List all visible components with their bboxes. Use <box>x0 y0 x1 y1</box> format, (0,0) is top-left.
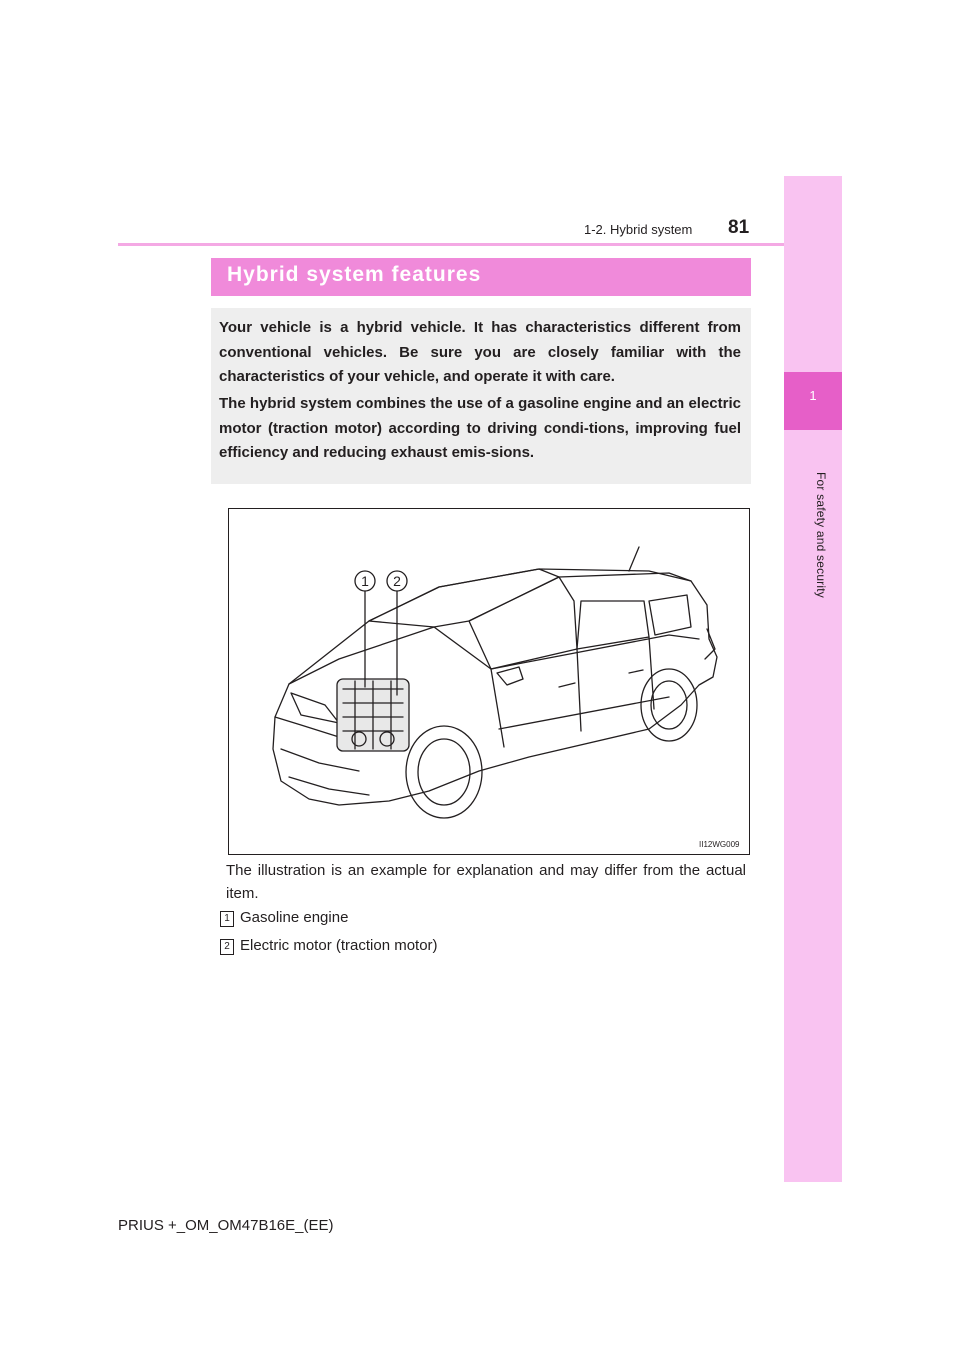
car-drawing <box>229 509 749 854</box>
legend-item <box>220 937 438 957</box>
callout-2: 2 <box>393 573 401 589</box>
chapter-title: For safety and security <box>814 472 828 598</box>
intro-paragraph-2: The hybrid system combines the use of a gasoline engine and an electric motor (traction motor) according to driving condi-tions, improving fuel efficiency and reducing exhaust emis-sions. <box>219 395 741 461</box>
chapter-side-tab <box>784 176 842 1182</box>
figure-code: II12WG009 <box>699 840 740 849</box>
intro-box <box>211 308 751 484</box>
legend-item <box>220 909 348 929</box>
legend-label: Gasoline engine <box>240 909 349 926</box>
section-heading: 1-2. Hybrid system <box>584 222 693 237</box>
legend-number: 2 <box>220 939 234 955</box>
page-title: Hybrid system features <box>227 263 482 286</box>
legend-number: 1 <box>220 911 234 927</box>
figure-caption: The illustration is an example for explanation and may differ from the actual item. <box>226 862 746 902</box>
intro-paragraph-1: Your vehicle is a hybrid vehicle. It has characteristics different from conventional vehicles. Be sure you are closely familiar with the characteristics of your vehicle, and operate it with care. <box>219 319 741 385</box>
header-divider <box>118 243 784 246</box>
chapter-number: 1 <box>809 388 817 403</box>
callout-1: 1 <box>361 573 369 589</box>
title-bar <box>211 258 751 296</box>
page-number: 81 <box>728 217 750 238</box>
vehicle-illustration <box>228 508 750 855</box>
legend-label: Electric motor (traction motor) <box>240 937 438 954</box>
footer-doc-code: PRIUS +_OM_OM47B16E_(EE) <box>118 1217 334 1234</box>
